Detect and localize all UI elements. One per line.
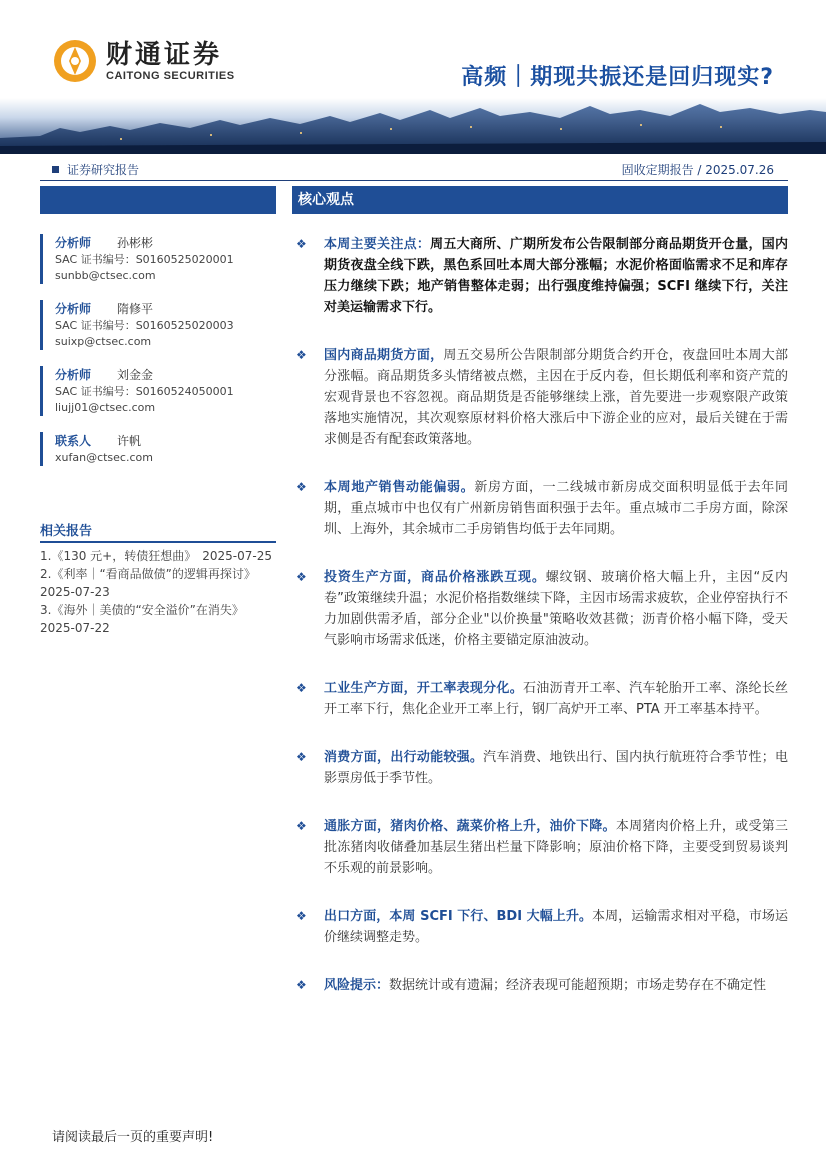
diamond-bullet-icon: ❖ [296,819,307,833]
core-view-text: 螺纹钢、玻璃价格大幅上升，主因“反内卷”政策继续升温；水泥价格指数继续下降，主因市场需求疲软，企业停窑执行不力加剧供需矛盾，部分企业"以价换量"策略收效甚微；沥青价格小幅下降，受天气影响市场需求低迷，价格主要锚定原油波动。 [324,570,788,648]
contact-card [40,432,276,466]
report-title: 高频｜期现共振还是回归现实? [461,65,774,90]
diamond-bullet-icon: ❖ [296,348,307,362]
core-view-item [296,477,788,540]
company-logo [52,38,235,84]
related-reports-title: 相关报告 [40,520,276,543]
core-view-lead: 风险提示： [324,978,390,993]
diamond-bullet-icon: ❖ [296,237,307,251]
core-view-text: 新房方面，一二线城市新房成交面积明显低于去年同期，重点城市中也仅有广州新房销售面积强于去年。重点城市二手房方面，除深圳、上海外，其余城市二手房销售均低于去年同期。 [324,480,788,537]
core-view-lead: 出口方面，本周 SCFI 下行、BDI 大幅上升。 [324,909,592,924]
core-view-item [296,906,788,948]
analyst-name: 隋修平 [117,302,154,316]
core-view-item [296,567,788,651]
analyst-role: 分析师 [55,368,92,382]
diamond-bullet-icon: ❖ [296,978,307,992]
caitong-logo-icon [52,38,98,84]
core-views-list [296,234,788,996]
diamond-bullet-icon: ❖ [296,570,307,584]
core-view-lead: 工业生产方面，开工率表现分化。 [324,681,523,696]
analyst-card [40,300,276,350]
report-type-date: 固收定期报告 / 2025.07.26 [621,163,774,177]
analyst-name: 孙彬彬 [117,236,154,250]
company-name-cn: 财通证券 [106,40,223,70]
core-view-text: 数据统计或有遗漏；经济表现可能超预期；市场走势存在不确定性 [389,978,767,993]
core-view-item [296,816,788,879]
analyst-cert: SAC 证书编号：S0160525020001 [55,253,234,266]
related-report-item[interactable]: 2.《利率｜“看商品做债”的逻辑再探讨》2025-07-23 [40,567,256,599]
analyst-name: 刘金金 [117,368,154,382]
analyst-cert: SAC 证书编号：S0160525020003 [55,319,234,332]
related-reports [40,520,276,637]
contact-email: xufan@ctsec.com [55,451,153,464]
diamond-bullet-icon: ❖ [296,480,307,494]
analyst-email: suixp@ctsec.com [55,335,152,348]
related-report-item[interactable]: 1.《130 元+，转债狂想曲》 2025-07-25 [40,549,272,563]
analyst-role: 分析师 [55,302,92,316]
core-view-text: 本周，运输需求相对平稳，市场运价继续调整走势。 [324,909,788,945]
core-view-lead: 国内商品期货方面， [324,348,444,363]
core-view-lead: 投资生产方面，商品价格涨跌互现。 [324,570,546,585]
core-view-text: 本周猪肉价格上升，或受第三批冻猪肉收储叠加基层生猪出栏量下降影响；原油价格下降，主要受到贸易谈判不乐观的前景影响。 [324,819,788,876]
core-view-text: 石油沥青开工率、汽车轮胎开工率、涤纶长丝开工率下行，焦化企业开工率上行，钢厂高炉开工率、PTA 开工率基本持平。 [324,681,788,717]
header-divider [40,180,788,181]
disclaimer-notice: 请阅读最后一页的重要声明! [52,1130,214,1145]
report-category [52,161,139,178]
core-view-text: 周五交易所公告限制部分期货合约开仓，夜盘回吐本周大部分涨幅。商品期货多头情绪被点燃，主因在于反内卷，但长期低利率和资产荒的宏观背景也不容忽视。商品期货是否能够继续上涨，首先要进一步观察限产政策落地实施情况，其次观察原材料价格大涨后中下游企业的应对，最后关键在于需求侧是否有配套政策落地。 [324,348,788,447]
analyst-email: liujj01@ctsec.com [55,401,156,414]
report-header [0,0,826,158]
analyst-card [40,366,276,416]
core-view-item [296,975,788,996]
diamond-bullet-icon: ❖ [296,909,307,923]
square-bullet-icon [52,166,59,173]
core-view-item [296,678,788,720]
analyst-cert: SAC 证书编号：S0160524050001 [55,385,234,398]
city-skyline-banner [0,98,826,154]
diamond-bullet-icon: ❖ [296,681,307,695]
diamond-bullet-icon: ❖ [296,750,307,764]
core-view-lead: 本周地产销售动能偏弱。 [324,480,475,495]
analyst-email: sunbb@ctsec.com [55,269,156,282]
report-category-label: 证券研究报告 [67,163,140,177]
core-view-text: 汽车消费、地铁出行、国内执行航班符合季节性；电影票房低于季节性。 [324,750,788,786]
core-view-text: 周五大商所、广期所发布公告限制部分商品期货开仓量，国内期货夜盘全线下跌，黑色系回吐本周大部分涨幅；水泥价格面临需求不足和库存压力继续下跌；地产销售整体走弱；出行强度维持偏强；SCFI 继续下行，关注对美运输需求下行。 [324,237,788,315]
analyst-role: 分析师 [55,236,92,250]
core-views-title: 核心观点 [292,186,788,214]
core-view-lead: 消费方面，出行动能较强。 [324,750,484,765]
analyst-card [40,234,276,284]
related-report-item[interactable]: 3.《海外｜美债的“安全溢价”在消失》2025-07-22 [40,603,244,635]
contact-role: 联系人 [55,434,92,448]
company-name-en: CAITONG SECURITIES [106,70,235,82]
core-view-lead: 通胀方面，猪肉价格、蔬菜价格上升，油价下降。 [324,819,616,834]
core-view-lead: 本周主要关注点： [324,237,431,252]
core-view-item [296,747,788,789]
core-view-item [296,345,788,450]
sidebar-heading-bar [40,186,276,214]
contact-name: 许帆 [117,434,142,448]
core-view-item [296,234,788,318]
